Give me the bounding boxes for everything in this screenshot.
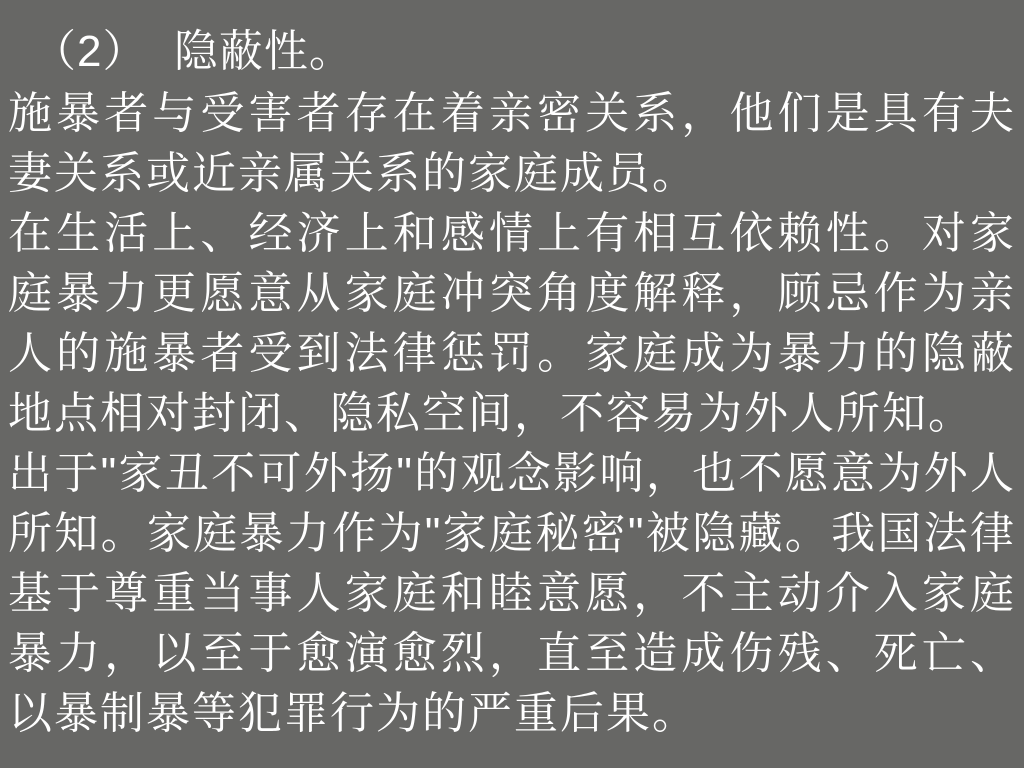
slide-paragraph-1: 施暴者与受害者存在着亲密关系，他们是具有夫妻关系或近亲属关系的家庭成员。 <box>8 89 1016 198</box>
slide-title: （2） 隐蔽性。 <box>32 27 354 76</box>
slide-paragraph-3: 出于"家丑不可外扬"的观念影响，也不愿意为外人所知。家庭暴力作为"家庭秘密"被隐藏。我国法律基于尊重当事人家庭和睦意愿，不主动介入家庭暴力，以至于愈演愈烈，直至造成伤残、死亡、以暴制暴等犯罪行为的严重后果。 <box>8 449 1016 738</box>
slide-paragraph-2: 在生活上、经济上和感情上有相互依赖性。对家庭暴力更愿意从家庭冲突角度解释，顾忌作为亲人的施暴者受到法律惩罚。家庭成为暴力的隐蔽地点相对封闭、隐私空间，不容易为外人所知。 <box>8 209 1016 438</box>
slide-body <box>8 84 1016 744</box>
